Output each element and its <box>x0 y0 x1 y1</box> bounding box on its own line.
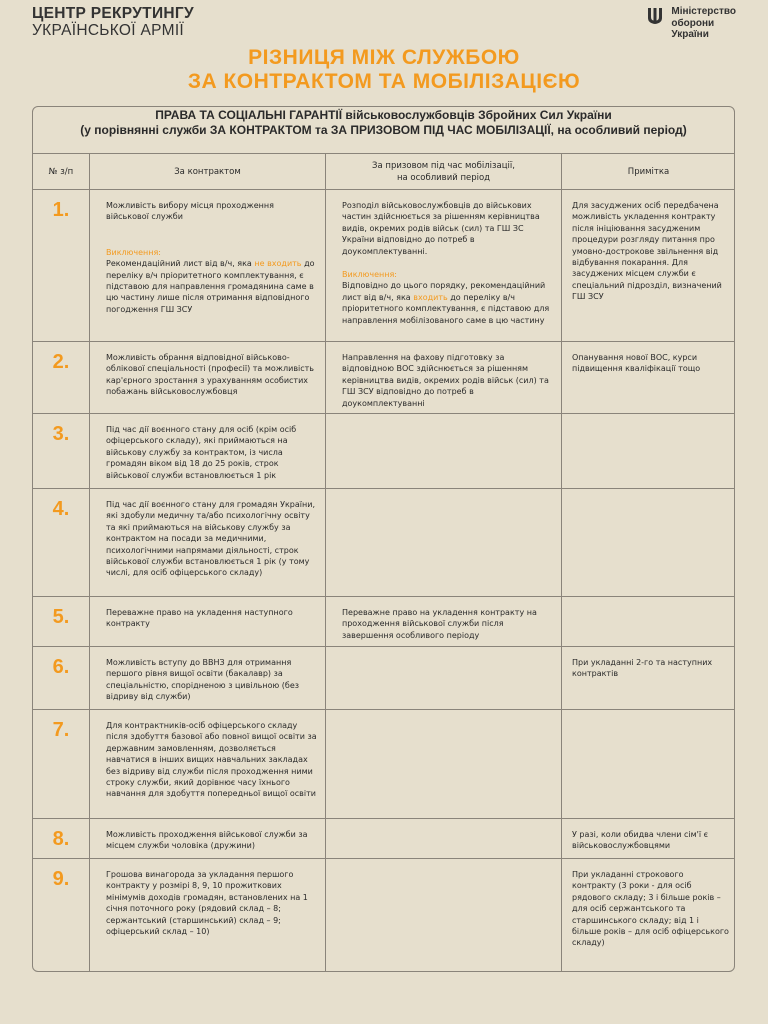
row-number: 3. <box>33 414 90 489</box>
caption-line1: ПРАВА ТА СОЦІАЛЬНІ ГАРАНТІЇ військовослужбовців Збройних Сил України <box>155 108 612 122</box>
contract-cell: Переважне право на укладення наступного контракту <box>90 597 326 647</box>
contract-cell: Під час дії воєнного стану для громадян України, які здобули медичну та/або психологічну освіту та які приймаються на військову службу за контрактом на посади за медичними, психологічними напрямами діяльності, строк військової служби встановлюється 1 рік (у тому числі, для осіб офіцерського складу) <box>90 489 326 597</box>
highlight-included: входить <box>413 292 448 302</box>
trident-icon <box>647 7 663 25</box>
comparison-table-frame <box>32 106 735 972</box>
recruiting-center-logo <box>32 5 194 39</box>
contract-cell: Можливість обрання відповідної військово-облікової спеціальності (професії) та можливість кар'єрного зростання з урахуванням особистих побажань військовослужбовця <box>90 342 326 414</box>
exception-text: Рекомендаційний лист від в/ч, яка не входить до переліку в/ч пріоритетного комплектування, є підставою для направлення громадянина саме в цю частину лише після отримання відповідного погодження ГШ ЗСУ <box>106 259 315 314</box>
contract-cell: Грошова винагорода за укладання першого контракту у розмірі 8, 9, 10 прожиткових мінімумів доходів громадян, встановлених на 1 січня поточного року (рядовий склад – 8; сержантський (старшинський) склад – 9; офіцерський склад – 10) <box>90 859 326 972</box>
header-note: Примітка <box>562 154 736 190</box>
note-cell: У разі, коли обидва члени сім'ї є військовослужбовцями <box>562 819 736 859</box>
table-caption <box>33 108 734 154</box>
note-cell <box>562 414 736 489</box>
mobilization-cell <box>326 819 562 859</box>
row-number: 7. <box>33 710 90 819</box>
mobilization-cell <box>326 414 562 489</box>
title-line2: ЗА КОНТРАКТОМ ТА МОБІЛІЗАЦІЄЮ <box>187 70 581 93</box>
table-row <box>33 342 736 414</box>
row-number: 8. <box>33 819 90 859</box>
ministry-line1: Міністерство <box>671 6 736 17</box>
row-number: 6. <box>33 647 90 710</box>
caption-line2: (у порівнянні служби ЗА КОНТРАКТОМ та ЗА ПРИЗОВОМ ПІД ЧАС МОБІЛІЗАЦІЇ, на особливий період) <box>80 123 687 137</box>
org-name-line2: УКРАЇНСЬКОЇ АРМІЇ <box>32 22 185 39</box>
note-cell: Опанування нової ВОС, курси підвищення кваліфікації тощо <box>562 342 736 414</box>
contract-cell: Можливість проходження військової служби за місцем служби чоловіка (дружини) <box>90 819 326 859</box>
row-number: 9. <box>33 859 90 972</box>
row-number: 2. <box>33 342 90 414</box>
contract-cell: Можливість вступу до ВВНЗ для отримання першого рівня вищої освіти (бакалавр) за спеціальністю, спорідненою з цивільною (без відриву від служби) <box>90 647 326 710</box>
mobilization-cell <box>326 190 562 342</box>
table-row <box>33 190 736 342</box>
ministry-logo <box>647 6 736 41</box>
note-cell: При укладанні строкового контракту (3 роки - для осіб рядового складу; 3 і більше років – для осіб сержантського та старшинського складу; від 1 і більше років – для осіб офіцерського складу) <box>562 859 736 972</box>
highlight-not-included: не входить <box>254 259 302 269</box>
header-mobilization <box>326 154 562 190</box>
note-cell <box>562 489 736 597</box>
contract-cell: Під час дії воєнного стану для осіб (крім осіб офіцерського складу), які приймаються на військову службу за контрактом, із числа громадян віком від 18 до 25 років, строк військової служби встановлюється 1 рік <box>90 414 326 489</box>
mobilization-cell: Переважне право на укладення контракту на проходження військової служби після завершення особливого періоду <box>326 597 562 647</box>
title-line1: РІЗНИЦЯ МІЖ СЛУЖБОЮ <box>248 46 520 69</box>
mobilization-cell <box>326 489 562 597</box>
note-cell: При укладанні 2-го та наступних контрактів <box>562 647 736 710</box>
exception-label: Виключення: <box>342 270 397 280</box>
table-row <box>33 859 736 972</box>
contract-cell <box>90 190 326 342</box>
note-cell <box>562 710 736 819</box>
note-cell <box>562 597 736 647</box>
page-title <box>0 46 768 94</box>
org-name-line1: ЦЕНТР РЕКРУТИНГУ <box>32 5 194 22</box>
row-number: 4. <box>33 489 90 597</box>
ministry-line2: оборони <box>671 17 715 29</box>
table-header-row <box>33 154 736 190</box>
exception-label: Виключення: <box>106 247 161 257</box>
header-mobilization-l2: на особливий період <box>396 172 491 183</box>
contract-text: Можливість вибору місця проходження військової служби <box>106 201 274 222</box>
row-number: 1. <box>33 190 90 342</box>
table-row <box>33 647 736 710</box>
mobilization-text: Розподіл військовослужбовців до військових частин здійснюється за рішенням керівництва видів, окремих родів військ (сил) та ГШ ЗС України відповідно до потреб в доукомплектуванні. <box>342 201 540 256</box>
table-row <box>33 710 736 819</box>
table-row <box>33 819 736 859</box>
exception-text: Відповідно до цього порядку, рекомендаційний лист від в/ч, яка входить до переліку в/ч пріоритетного комплектування, є підставою для направлення мобілізованого саме в цю частину <box>342 281 550 325</box>
header-contract: За контрактом <box>90 154 326 190</box>
table-row <box>33 489 736 597</box>
comparison-table <box>32 153 735 972</box>
mobilization-cell <box>326 647 562 710</box>
row-number: 5. <box>33 597 90 647</box>
table-row <box>33 597 736 647</box>
header-mobilization-l1: За призовом під час мобілізації, <box>372 160 515 171</box>
ministry-line3: України <box>671 29 709 40</box>
table-row <box>33 414 736 489</box>
mobilization-cell <box>326 859 562 972</box>
contract-cell: Для контрактників-осіб офіцерського складу після здобуття базової або повної вищої освіти за державним замовленням, дозволяється навчатися в інших вищих навчальних закладах без відриву від служби після проходження ними строку служби, який дорівнює часу їхнього навчання для здобуття попередньої вищої освіти <box>90 710 326 819</box>
note-cell: Для засуджених осіб передбачена можливість укладення контракту після ініціювання засудженим процедури розгляду питання про умовно-дострокове звільнення від відбування покарання. Для засуджених місцем служби є спеціальний підрозділ, визначений ГШ ЗСУ <box>562 190 736 342</box>
mobilization-cell: Направлення на фахову підготовку за відповідною ВОС здійснюється за рішенням керівництва видів, окремих родів військ (сил) та ГШ ЗСУ відповідно до потреб в доукомплектуванні <box>326 342 562 414</box>
mobilization-cell <box>326 710 562 819</box>
header-num: № з/п <box>33 154 90 190</box>
